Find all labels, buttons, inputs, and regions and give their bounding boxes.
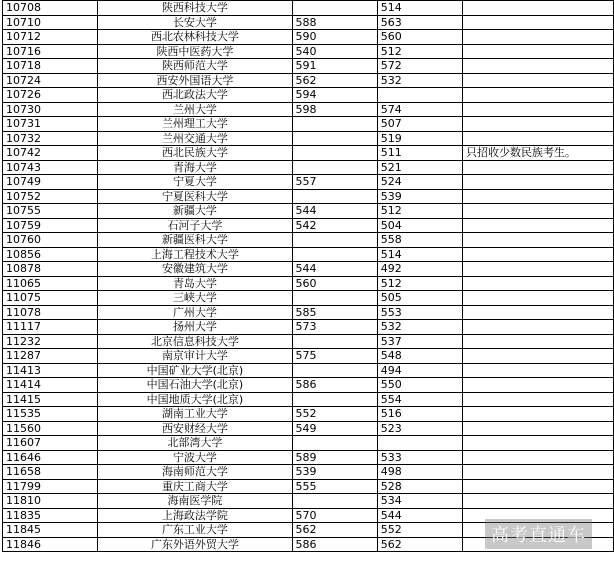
table-row (3, 291, 614, 306)
score-column-2-cell: 534 (377, 494, 462, 509)
score-column-1-cell: 585 (292, 305, 377, 320)
school-code-cell: 10752 (3, 189, 98, 204)
note-cell (463, 233, 614, 248)
note-cell (463, 465, 614, 480)
school-name-cell: 宁波大学 (98, 450, 292, 465)
note-cell (463, 479, 614, 494)
table-row (3, 276, 614, 291)
school-name-cell: 广州大学 (98, 305, 292, 320)
table-row (3, 349, 614, 364)
note-cell (463, 102, 614, 117)
score-column-1-cell: 555 (292, 479, 377, 494)
score-column-1-cell: 549 (292, 421, 377, 436)
admission-score-table (2, 0, 614, 552)
score-column-2-cell: 539 (377, 189, 462, 204)
school-name-cell: 西北政法大学 (98, 88, 292, 103)
school-name-cell: 宁夏大学 (98, 175, 292, 190)
school-code-cell: 11845 (3, 523, 98, 538)
score-column-2-cell: 544 (377, 508, 462, 523)
score-column-1-cell (292, 494, 377, 509)
school-code-cell: 11658 (3, 465, 98, 480)
table-row (3, 44, 614, 59)
note-cell (463, 131, 614, 146)
school-name-cell: 上海工程技术大学 (98, 247, 292, 262)
school-code-cell: 10749 (3, 175, 98, 190)
score-column-1-cell: 598 (292, 102, 377, 117)
note-cell: 只招收少数民族考生。 (463, 146, 614, 161)
school-name-cell: 宁夏医科大学 (98, 189, 292, 204)
note-cell (463, 262, 614, 277)
score-column-2-cell: 548 (377, 349, 462, 364)
school-code-cell: 10743 (3, 160, 98, 175)
school-code-cell: 10760 (3, 233, 98, 248)
score-column-1-cell (292, 334, 377, 349)
score-column-1-cell (292, 117, 377, 132)
note-cell (463, 15, 614, 30)
table-row (3, 175, 614, 190)
school-code-cell: 10755 (3, 204, 98, 219)
note-cell (463, 291, 614, 306)
score-column-1-cell: 594 (292, 88, 377, 103)
school-name-cell: 海南师范大学 (98, 465, 292, 480)
score-column-2-cell: 532 (377, 73, 462, 88)
school-name-cell: 兰州交通大学 (98, 131, 292, 146)
school-name-cell: 广东工业大学 (98, 523, 292, 538)
score-column-1-cell: 586 (292, 537, 377, 552)
school-name-cell: 西北民族大学 (98, 146, 292, 161)
school-code-cell: 10742 (3, 146, 98, 161)
note-cell (463, 218, 614, 233)
score-column-2-cell: 521 (377, 160, 462, 175)
score-column-2-cell: 560 (377, 30, 462, 45)
note-cell (463, 247, 614, 262)
note-cell (463, 494, 614, 509)
score-column-2-cell: 552 (377, 523, 462, 538)
school-name-cell: 青海大学 (98, 160, 292, 175)
table-row (3, 88, 614, 103)
note-cell (463, 88, 614, 103)
school-name-cell: 石河子大学 (98, 218, 292, 233)
school-code-cell: 11117 (3, 320, 98, 335)
school-code-cell: 10732 (3, 131, 98, 146)
table-row (3, 436, 614, 451)
note-cell (463, 117, 614, 132)
school-code-cell: 11799 (3, 479, 98, 494)
note-cell (463, 59, 614, 74)
score-column-1-cell: 544 (292, 262, 377, 277)
score-column-2-cell: 512 (377, 44, 462, 59)
school-name-cell: 陕西师范大学 (98, 59, 292, 74)
school-name-cell: 中国矿业大学(北京) (98, 363, 292, 378)
score-column-1-cell: 588 (292, 15, 377, 30)
note-cell (463, 30, 614, 45)
table-row (3, 131, 614, 146)
watermark-text: 高考直通车 (485, 519, 592, 549)
school-code-cell: 11232 (3, 334, 98, 349)
score-column-2-cell: 562 (377, 537, 462, 552)
school-name-cell: 青岛大学 (98, 276, 292, 291)
score-column-2-cell: 572 (377, 59, 462, 74)
score-column-1-cell: 557 (292, 175, 377, 190)
school-name-cell: 海南医学院 (98, 494, 292, 509)
school-name-cell: 重庆工商大学 (98, 479, 292, 494)
table-row (3, 334, 614, 349)
school-name-cell: 陕西科技大学 (98, 1, 292, 16)
note-cell (463, 349, 614, 364)
score-column-2-cell: 558 (377, 233, 462, 248)
table-row (3, 247, 614, 262)
score-column-1-cell: 552 (292, 407, 377, 422)
table-row (3, 363, 614, 378)
school-name-cell: 广东外语外贸大学 (98, 537, 292, 552)
score-column-2-cell (377, 436, 462, 451)
note-cell (463, 450, 614, 465)
school-name-cell: 兰州大学 (98, 102, 292, 117)
table-row (3, 189, 614, 204)
score-column-1-cell: 540 (292, 44, 377, 59)
school-code-cell: 10724 (3, 73, 98, 88)
score-column-1-cell: 544 (292, 204, 377, 219)
score-column-2-cell: 504 (377, 218, 462, 233)
note-cell (463, 334, 614, 349)
table-row (3, 305, 614, 320)
note-cell (463, 407, 614, 422)
school-name-cell: 中国地质大学(北京) (98, 392, 292, 407)
score-column-1-cell: 589 (292, 450, 377, 465)
table-row (3, 160, 614, 175)
score-column-2-cell: 494 (377, 363, 462, 378)
note-cell (463, 204, 614, 219)
score-column-1-cell: 562 (292, 523, 377, 538)
school-code-cell: 11535 (3, 407, 98, 422)
note-cell (463, 175, 614, 190)
score-column-2-cell: 519 (377, 131, 462, 146)
table-row (3, 450, 614, 465)
score-column-2-cell: 507 (377, 117, 462, 132)
school-code-cell: 10759 (3, 218, 98, 233)
school-name-cell: 南京审计大学 (98, 349, 292, 364)
school-code-cell: 10712 (3, 30, 98, 45)
score-column-1-cell (292, 146, 377, 161)
school-name-cell: 西安外国语大学 (98, 73, 292, 88)
school-code-cell: 10716 (3, 44, 98, 59)
school-code-cell: 11075 (3, 291, 98, 306)
table-row (3, 421, 614, 436)
school-name-cell: 中国石油大学(北京) (98, 378, 292, 393)
score-column-1-cell (292, 189, 377, 204)
note-cell (463, 1, 614, 16)
school-name-cell: 兰州理工大学 (98, 117, 292, 132)
school-name-cell: 西北农林科技大学 (98, 30, 292, 45)
table-row (3, 102, 614, 117)
table-row (3, 407, 614, 422)
school-name-cell: 安徽建筑大学 (98, 262, 292, 277)
school-code-cell: 10710 (3, 15, 98, 30)
school-code-cell: 11078 (3, 305, 98, 320)
table-row (3, 117, 614, 132)
school-code-cell: 10718 (3, 59, 98, 74)
score-column-1-cell (292, 131, 377, 146)
score-column-1-cell: 562 (292, 73, 377, 88)
table-body (3, 1, 614, 552)
score-column-1-cell (292, 436, 377, 451)
table-row (3, 392, 614, 407)
school-name-cell: 陕西中医药大学 (98, 44, 292, 59)
school-code-cell: 11810 (3, 494, 98, 509)
score-column-1-cell: 573 (292, 320, 377, 335)
score-column-1-cell: 570 (292, 508, 377, 523)
score-column-2-cell: 514 (377, 1, 462, 16)
note-cell (463, 305, 614, 320)
school-code-cell: 11846 (3, 537, 98, 552)
note-cell (463, 378, 614, 393)
note-cell (463, 276, 614, 291)
school-code-cell: 10726 (3, 88, 98, 103)
table-row (3, 30, 614, 45)
score-column-1-cell (292, 247, 377, 262)
school-code-cell: 11065 (3, 276, 98, 291)
note-cell (463, 73, 614, 88)
school-name-cell: 西安财经大学 (98, 421, 292, 436)
score-column-1-cell (292, 291, 377, 306)
school-name-cell: 湖南工业大学 (98, 407, 292, 422)
table-row (3, 479, 614, 494)
school-code-cell: 11287 (3, 349, 98, 364)
score-column-2-cell: 516 (377, 407, 462, 422)
table-row (3, 204, 614, 219)
score-column-2-cell: 523 (377, 421, 462, 436)
table-row (3, 146, 614, 161)
score-column-2-cell: 574 (377, 102, 462, 117)
score-column-2-cell: 537 (377, 334, 462, 349)
score-column-1-cell (292, 160, 377, 175)
note-cell (463, 44, 614, 59)
school-code-cell: 11414 (3, 378, 98, 393)
note-cell (463, 320, 614, 335)
score-column-1-cell (292, 363, 377, 378)
score-column-2-cell: 492 (377, 262, 462, 277)
school-code-cell: 11560 (3, 421, 98, 436)
table-row (3, 73, 614, 88)
score-column-2-cell: 563 (377, 15, 462, 30)
score-column-1-cell: 539 (292, 465, 377, 480)
table-row (3, 262, 614, 277)
score-column-2-cell (377, 88, 462, 103)
table-row (3, 465, 614, 480)
note-cell (463, 363, 614, 378)
school-code-cell: 10731 (3, 117, 98, 132)
school-name-cell: 新疆医科大学 (98, 233, 292, 248)
score-column-2-cell: 553 (377, 305, 462, 320)
school-code-cell: 10708 (3, 1, 98, 16)
score-column-1-cell: 542 (292, 218, 377, 233)
school-name-cell: 长安大学 (98, 15, 292, 30)
score-column-1-cell: 560 (292, 276, 377, 291)
score-column-2-cell: 514 (377, 247, 462, 262)
note-cell (463, 392, 614, 407)
score-column-2-cell: 528 (377, 479, 462, 494)
note-cell (463, 436, 614, 451)
table-row (3, 233, 614, 248)
score-column-2-cell: 554 (377, 392, 462, 407)
note-cell (463, 189, 614, 204)
school-code-cell: 10730 (3, 102, 98, 117)
school-name-cell: 新疆大学 (98, 204, 292, 219)
school-code-cell: 11413 (3, 363, 98, 378)
score-column-1-cell: 591 (292, 59, 377, 74)
score-column-1-cell: 575 (292, 349, 377, 364)
table-row (3, 378, 614, 393)
school-name-cell: 北部湾大学 (98, 436, 292, 451)
table-row (3, 59, 614, 74)
table-row (3, 218, 614, 233)
table-row (3, 320, 614, 335)
score-column-1-cell (292, 233, 377, 248)
score-column-2-cell: 550 (377, 378, 462, 393)
score-column-2-cell: 533 (377, 450, 462, 465)
table-row (3, 15, 614, 30)
score-column-1-cell: 586 (292, 378, 377, 393)
score-column-1-cell (292, 1, 377, 16)
note-cell (463, 160, 614, 175)
school-code-cell: 11646 (3, 450, 98, 465)
school-code-cell: 11835 (3, 508, 98, 523)
score-column-2-cell: 512 (377, 276, 462, 291)
school-name-cell: 北京信息科技大学 (98, 334, 292, 349)
score-column-2-cell: 524 (377, 175, 462, 190)
school-name-cell: 上海政法学院 (98, 508, 292, 523)
school-name-cell: 扬州大学 (98, 320, 292, 335)
score-column-2-cell: 512 (377, 204, 462, 219)
table-row (3, 494, 614, 509)
score-column-2-cell: 511 (377, 146, 462, 161)
table-row (3, 1, 614, 16)
school-code-cell: 11415 (3, 392, 98, 407)
school-code-cell: 10856 (3, 247, 98, 262)
score-column-2-cell: 498 (377, 465, 462, 480)
school-code-cell: 10878 (3, 262, 98, 277)
school-name-cell: 三峡大学 (98, 291, 292, 306)
score-column-2-cell: 532 (377, 320, 462, 335)
note-cell (463, 421, 614, 436)
score-column-1-cell: 590 (292, 30, 377, 45)
score-column-2-cell: 505 (377, 291, 462, 306)
school-code-cell: 11607 (3, 436, 98, 451)
score-column-1-cell (292, 392, 377, 407)
